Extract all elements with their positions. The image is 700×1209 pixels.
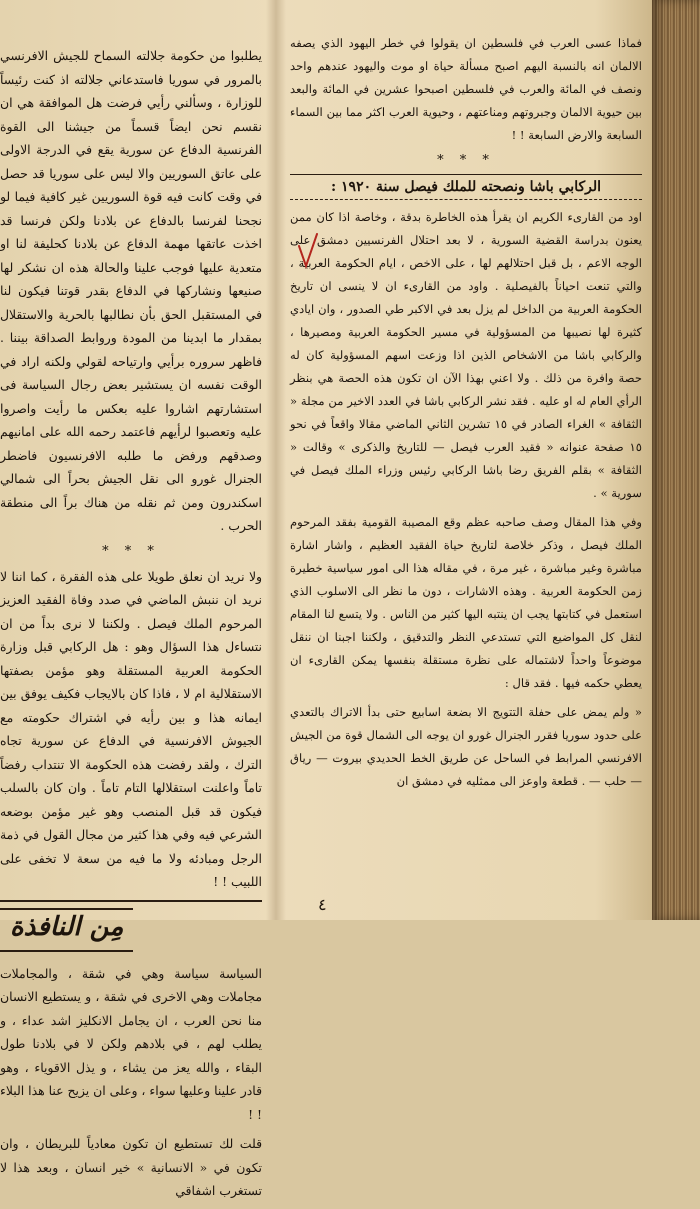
section-separator: * * * [102,543,160,559]
handwritten-check-mark-icon [297,232,319,272]
window-title-wrap [0,906,262,962]
left-paragraph-4: قلت لك تستطيع ان تكون معادياً للبريطان ، وان تكون في « الانسانية » خير انسان ، وبعد هذا لا تستغرب اشفاقي [0,1136,262,1198]
page-number: ٤ [318,895,327,914]
book-binding-edge [652,0,700,920]
right-paragraph-3: وفي هذا المقال وصف صاحبه عظم وقع المصيبة القومية بفقد المرحوم الملك فيصل ، وذكر خلاصة لتاريخ حياة الفقيد العظيم ، واشار اشارة مباشرة وغير مباشرة ، غير مرة ، في مقاله هذا الى امور سياسية خطيرة زمن الحكومة العربية . وهذه الاشارات ، دون ما نظر الى الاسلوب الذي استعمل في كتابتها يجب ان ينتبه اليها كثير من الناس . ولا يتسع لنا المقام لنقل كل المواضيع التي تستدعي النظر والتدقيق ، ولكننا اجبنا ان ننقل موضوعاً واحداً لاشتماله على نظرة مستقلة بنفسها يمكن القارىء ان يعطي حكمه فيها . فقد قال : [290,515,642,690]
left-paragraph-1: يطلبوا من حكومة جلالته السماح للجيش الافرنسي بالمرور في سوريا فاستدعاني جلالته اذ كنت رئيساً للوزارة ، وسألني رأيي فرضت هل الموافقة هي ان نقسم نحن ايضاً قسماً من جيشنا الى القوة الفرنسية الدفاع عن سورية يقع في الدرجة الاولى على عاتق السوريين والا ليس على سوريا قد حصل في وقت كانت فيه قوة السوريين غير كافية فيما لو نجحنا لفرنسا بالدفاع عن بلادنا ولكن فرنسا قد اخذت عاتقها مهمة الدفاع عن بلادنا كحليفة لنا او متعدية عليها فوجب علينا والحالة هذه ان نشكر لها صنيعها ونشاركها في الدفاع بقدر قوتنا فيكون لنا في المستقبل الحق بأن نطالبها بالحرية والاستقلال بمقدار ما ابدينا من المودة وروابط الصداقة بيننا . فاظهر سروره برأيي وارتياحه لقولي ولكنه اراد في الوقت نفسه ان يستشير بعض رجال السياسة فى استشارتهم اشاروا عليه بعكس ما رأيت واصروا عليه وتعصبوا لرأيهم فاعتمد رحمه الله على امانيهم وصدقهم ورفض ما طلبه الافرنسيون فاضطر الجنرال غورو الى نقل الجيش بحراً الى شمالي اسكندرون ومن ثم نقله من هناك براً الى منطقة الحرب . [0,48,262,533]
article-title: الركابي باشا ونصحته للملك فيصل سنة ١٩٢٠ : [290,174,642,200]
right-paragraph-2: اود من القارىء الكريم ان يقرأ هذه الخاطرة بدقة ، وخاصة اذا كان ممن يعنون بدراسة القضية السورية ، لا بعد احتلال الفرنسيين دمشق على الوجه الاعم ، بل قبل احتلالهم لها ، على الاخص ، ايام الحكومة العربية ، والتي تنعت احياناً بالفيصلية . واود من القارىء ان لا ينسى ان تاريخ الحكومة العربية من الداخل لم يزل بعد في الاكبر طي الصدور ، وان ايادي كثيرة لها نصيبها من المسؤولية في مسير الحكومة العربية ومصيرها ، والركابي باشا من الاشخاص الذين اذا وزعت اسهم المسؤولية كان له حصة وافرة من ذلك . ولا اعني بهذا الآن ان تكون هذه الحصة هي بنظر الرأي العام له او عليه . فقد نشر الركابي باشا في العدد الاخير من مجلة « الثقافة » الغراء الصادر في ١٥ تشرين الثاني الماضي مقالا واقعاً في نحو ١٥ صفحة عنوانه « فقيد العرب فيصل — للتاريخ والذكرى » وقالت « الثقافة » بقلم الفريق رضا باشا الركابي رئيس وزراء الملك فيصل في سورية » . [290,210,642,500]
right-column [290,32,642,799]
column-gutter [266,0,286,920]
section-divider [0,900,262,902]
right-paragraph-1: فماذا عسى العرب في فلسطين ان يقولوا في خطر اليهود الذي يصفه الالمان انه بالنسبة اليهم اصبح مسألة حياة او موت واليهود عندهم واحد ونصف في المائة والعرب في فلسطين اصبحوا عشرين في المائة والبعد بين حيوية الالمان وجبروتهم ومناعتهم ، وحيوية العرب اكثر مما بين السماء السابعة والارض السابعة ! ! [290,36,642,142]
section-separator: * * * [437,153,495,168]
window-column-title: مِن النافذة [0,908,133,952]
left-paragraph-3: السياسة سياسة وهي في شقة ، والمجاملات مجاملات وهي الاخرى في شقة ، و يستطيع الانسان منا نحن العرب ، ان يجامل الانكليز اشد عداء ، و يطلب لهم ، في بلادهم ولكن لا في بلادنا طول البقاء ، والله يعز من يشاء ، و يذل الاقوياء ، وهو قادر علينا وعليها سواء ، وعلى ان يزيح عنا هذا البلاء ! ! [0,965,262,1122]
left-paragraph-2: ولا نريد ان نعلق طويلا على هذه الفقرة ، كما اننا لا نريد ان ننبش الماضي في صدد وفاة الفقيد العزيز المرحوم الملك فيصل . ولكننا لا نرى بداً من ان نتساءل هذا السؤال وهو : هل الركابي قبل وزارة الحكومة العربية المستقلة وهو مؤمن بصفتها الاستقلالية ام لا ، فاذا كان بالايجاب فكيف يوفق بين ايمانه هذا و بين رأيه في اشتراك حكومته مع الجيوش الافرنسية في الدفاع عن سورية تجاه الترك ، ولقد رفضت هذه الحكومة الا تنتداب رفضاً تاماً واعلنت استقلالها التام تاماً . وان كان بالسلب فيكون قد قبل المنصب وهو غير مؤمن بوضعه الشرعي فيه وفي هذا كثير من مجال القول في ذمة الرجل ومبادئه ولا ما فيه من سعة لا تخفى على اللبيب ! ! [0,568,262,889]
quoted-passage: « ولم يمض على حفلة التتويج الا بضعة اسابيع حتى بدأ الاتراك بالتعدي على حدود سوريا فقرر الجنرال غورو ان يوجه الى الشمال قوة من الجيش الافرنسي المرابط في الساحل عن طريق الخط الحديدي بيروت — رياق — حلب — . قطعة واوعز الى ممثليه في دمشق ان [290,705,642,788]
left-column [0,44,262,1209]
